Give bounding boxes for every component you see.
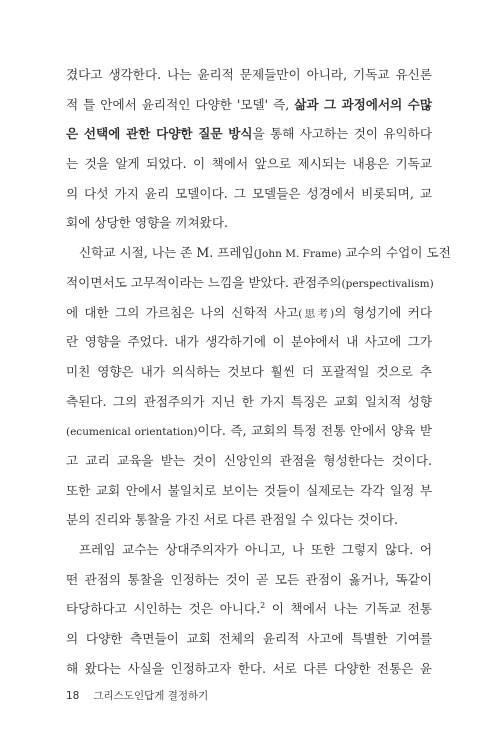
text-line: 해 왔다는 사실을 인정하고자 한다. 서로 다른 다양한 전통은 윤 (66, 660, 432, 676)
bold-phrase: 삶과 그 과정에서의 수많 (294, 96, 432, 112)
page-number: 18 (66, 690, 80, 702)
text-line: 적이면서도 고무적이라는 느낌을 받았다. 관점주의(perspectivalism) (66, 274, 434, 290)
text-line: 떤 관점의 통찰을 인정하는 것이 곧 모든 관점이 옳거나, 똑같이 (66, 571, 432, 587)
text-line: (ecumenical orientation)이다. 즉, 교회의 특정 전통 안에서 양육 받 (66, 423, 432, 439)
footnote-ref[interactable]: 2 (260, 601, 266, 611)
text-line: 측된다. 그의 관점주의가 지닌 한 가지 특징은 교회 일치적 성향 (66, 393, 432, 409)
text-line: 겼다고 생각한다. 나는 윤리적 문제들만이 아니라, 기독교 유신론 (66, 67, 432, 82)
text-line: 또한 교회 안에서 불일치로 보이는 것들이 실제로는 각각 일정 부 (66, 482, 432, 498)
text-line: 의 다섯 가지 윤리 모델이다. 그 모델들은 성경에서 비롯되며, 교 (66, 185, 432, 201)
text-line: 의 다양한 측면들이 교회 전체의 윤리적 사고에 특별한 기여를 (66, 631, 432, 647)
page-footer (66, 688, 208, 703)
text-line: 에 대한 그의 가르침은 나의 신학적 사고(思考)의 형성기에 커다 (66, 304, 432, 320)
text-line: 은 선택에 관한 다양한 질문 방식을 통해 사고하는 것이 유익하다 (66, 126, 432, 142)
text-line: 회에 상당한 영향을 끼쳐왔다. (66, 215, 228, 231)
text-line: 고 교리 교육을 받는 것이 신앙인의 관점을 형성한다는 것이다. (66, 452, 432, 468)
text-line: 란 영향을 주었다. 내가 생각하기에 이 분야에서 내 사고에 그가 (66, 334, 432, 350)
text-line: 는 것을 알게 되었다. 이 책에서 앞으로 제시되는 내용은 기독교 (66, 156, 432, 172)
bold-phrase: 은 선택에 관한 다양한 질문 방식 (66, 126, 253, 142)
text-line: 적 틀 안에서 윤리적인 다양한 '모델' 즉, 삶과 그 과정에서의 수많 (66, 96, 432, 112)
text-line: 프레임 교수는 상대주의자가 아니고, 나 또한 그렇지 않다. 어 (79, 542, 432, 557)
body-text (66, 60, 451, 683)
text-line: 신학교 시절, 나는 존 M. 프레임(John M. Frame) 교수의 수업이 도전 (79, 245, 451, 261)
running-title: 그리스도인답게 결정하기 (93, 690, 209, 702)
text-line: 미친 영향은 내가 의식하는 것보다 훨씬 더 포괄적일 것으로 추 (66, 363, 432, 379)
text-line: 타당하다고 시인하는 것은 아니다.$^2$ 이 책에서 나는 기독교 전통 (66, 601, 432, 617)
text-line: 분의 진리와 통찰을 가진 서로 다른 관점일 수 있다는 것이다. (66, 512, 399, 528)
